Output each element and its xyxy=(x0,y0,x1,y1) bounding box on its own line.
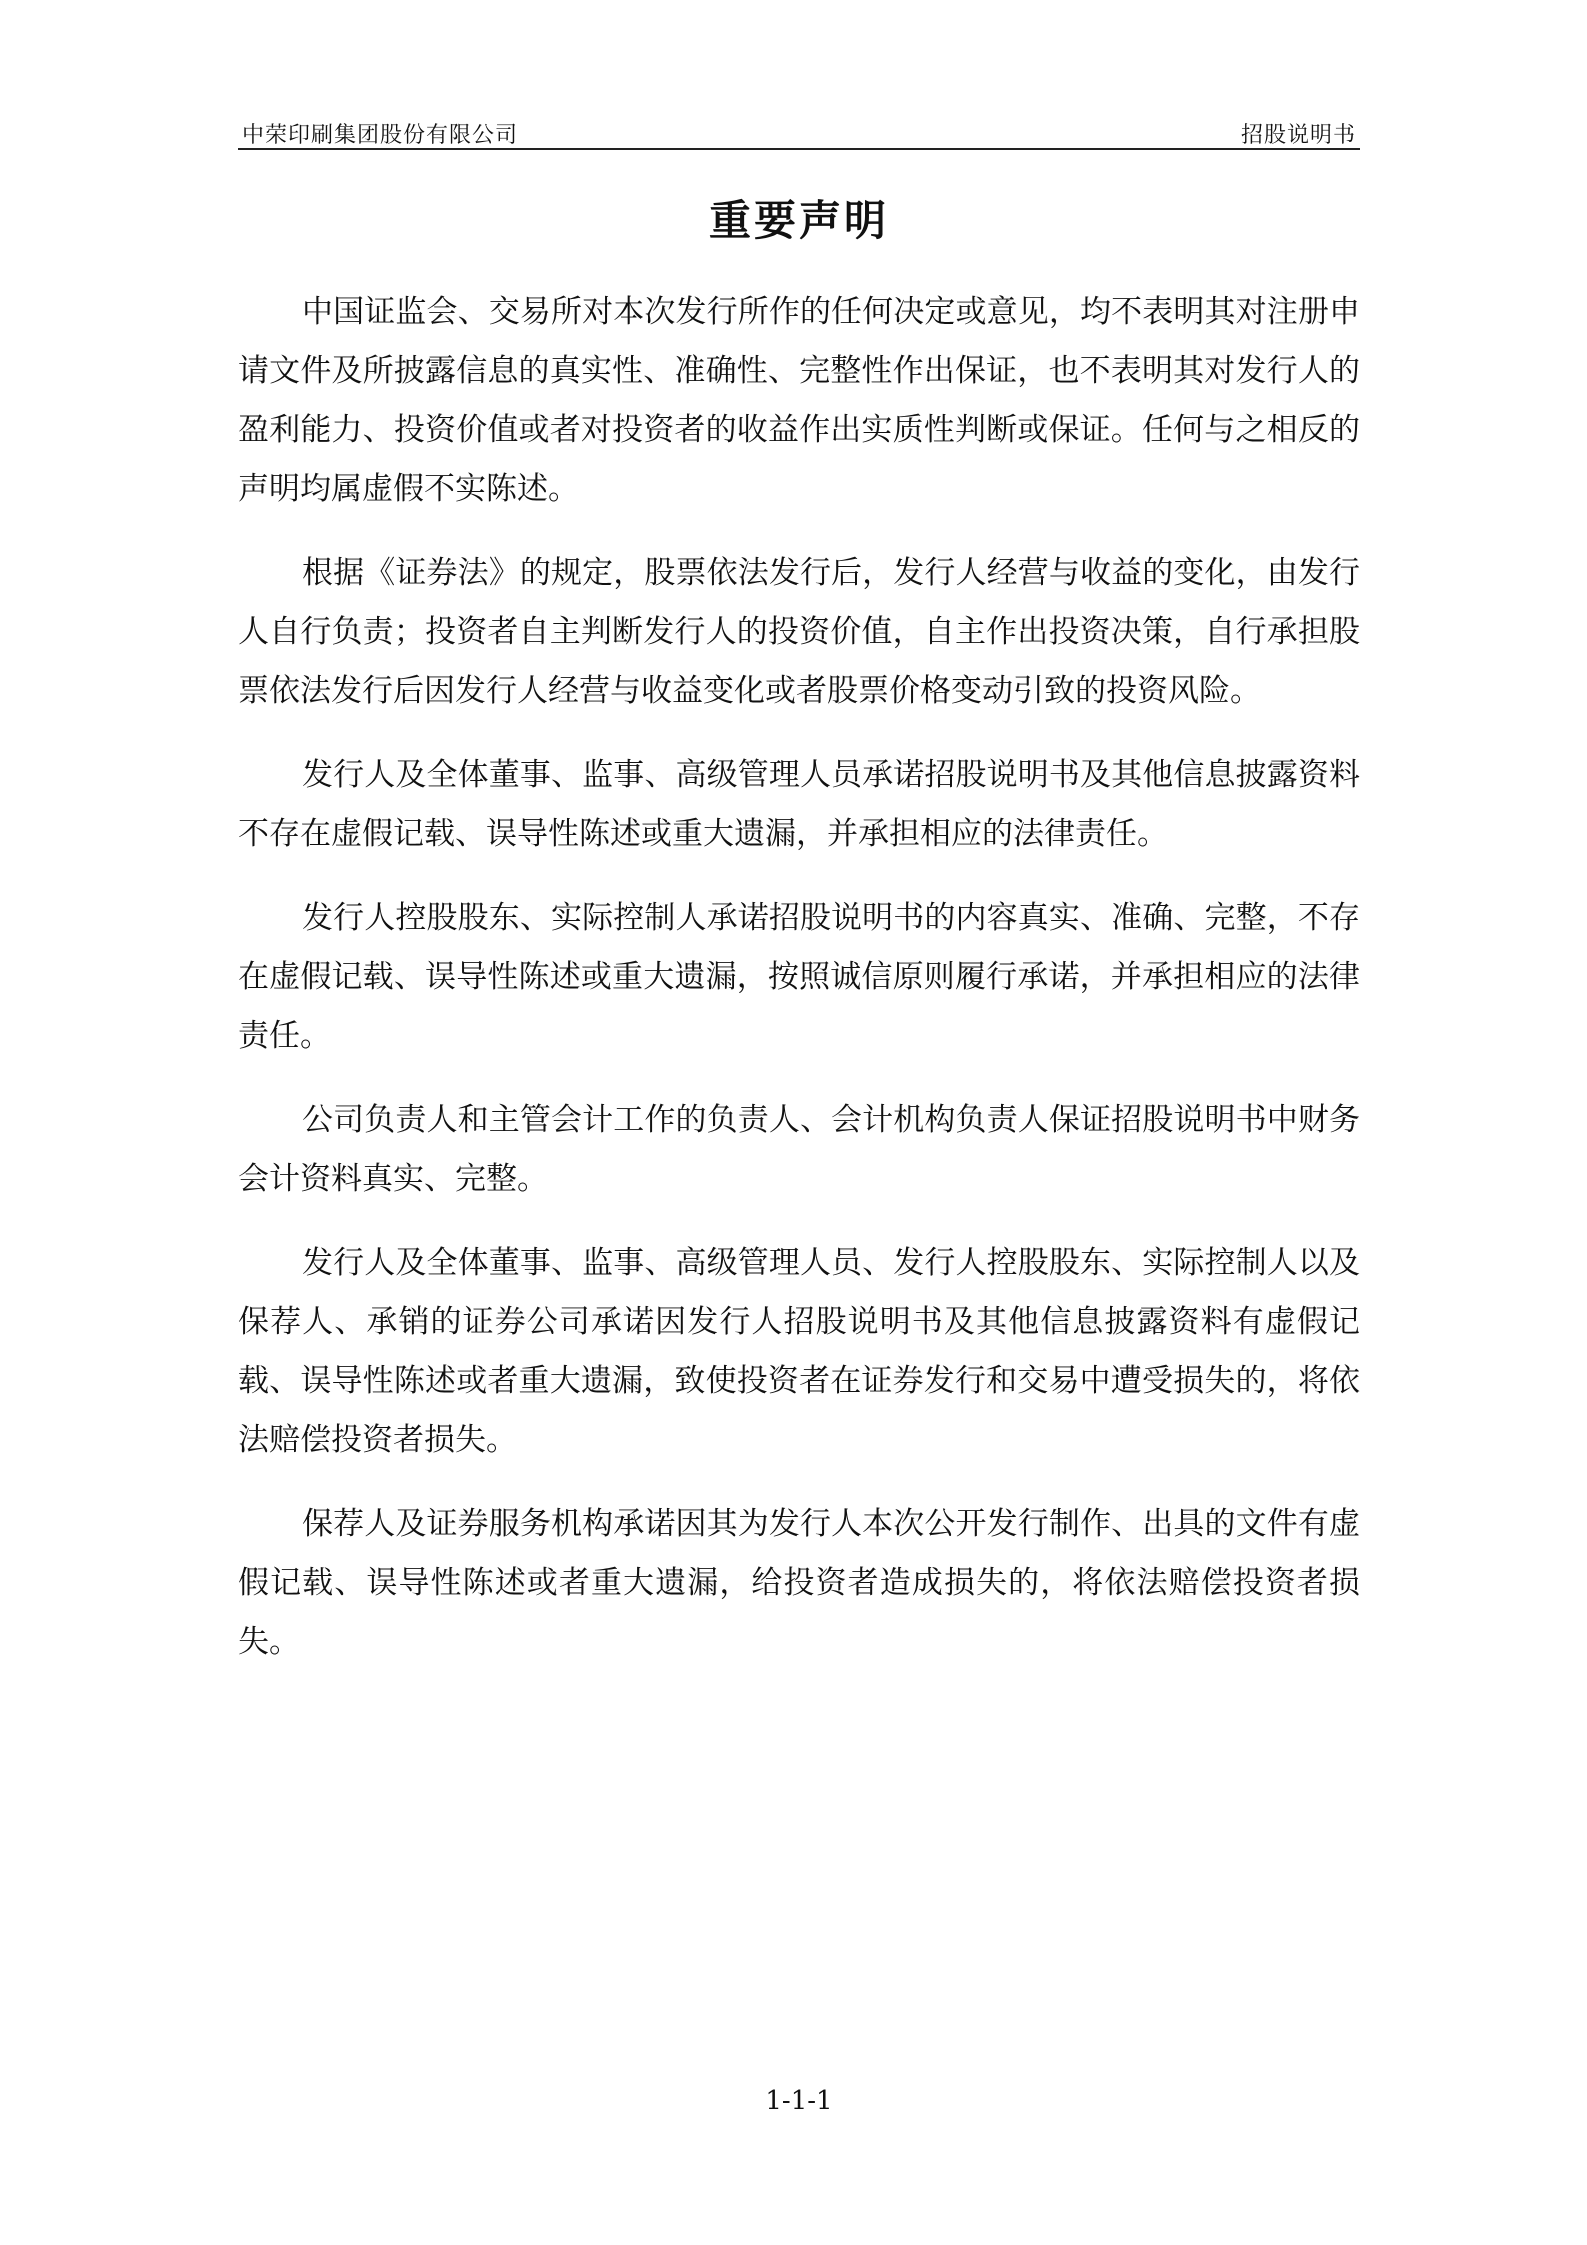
paragraph-investment-risk: 根据《证券法》的规定，股票依法发行后，发行人经营与收益的变化，由发行人自行负责；投资者自主判断发行人的投资价值，自主作出投资决策，自行承担股票依法发行后因发行人经营与收益变化或者股票价格变动引致的投资风险。 xyxy=(238,555,1360,709)
paragraph-controller-commitment: 发行人控股股东、实际控制人承诺招股说明书的内容真实、准确、完整，不存在虚假记载、误导性陈述或重大遗漏，按照诚信原则履行承诺，并承担相应的法律责任。 xyxy=(238,900,1360,1054)
header-document-type: 招股说明书 xyxy=(1240,123,1356,148)
declaration-body xyxy=(238,283,1360,1697)
page-header xyxy=(238,108,1360,150)
paragraph-sponsor-commitment: 保荐人及证券服务机构承诺因其为发行人本次公开发行制作、出具的文件有虚假记载、误导性陈述或者重大遗漏，给投资者造成损失的，将依法赔偿投资者损失。 xyxy=(238,1506,1360,1660)
paragraph-compensation-commitment: 发行人及全体董事、监事、高级管理人员、发行人控股股东、实际控制人以及保荐人、承销的证券公司承诺因发行人招股说明书及其他信息披露资料有虚假记载、误导性陈述或者重大遗漏，致使投资者在证券发行和交易中遭受损失的，将依法赔偿投资者损失。 xyxy=(238,1245,1360,1458)
paragraph-regulator-disclaimer: 中国证监会、交易所对本次发行所作的任何决定或意见，均不表明其对注册申请文件及所披露信息的真实性、准确性、完整性作出保证，也不表明其对发行人的盈利能力、投资价值或者对投资者的收益作出实质性判断或保证。任何与之相反的声明均属虚假不实陈述。 xyxy=(238,294,1360,507)
page-number: 1-1-1 xyxy=(765,2086,833,2116)
page-title: 重要声明 xyxy=(708,196,889,245)
paragraph-financial-accuracy: 公司负责人和主管会计工作的负责人、会计机构负责人保证招股说明书中财务会计资料真实、完整。 xyxy=(238,1102,1360,1197)
header-company-name: 中荣印刷集团股份有限公司 xyxy=(242,123,519,148)
paragraph-directors-commitment: 发行人及全体董事、监事、高级管理人员承诺招股说明书及其他信息披露资料不存在虚假记载、误导性陈述或重大遗漏，并承担相应的法律责任。 xyxy=(238,757,1360,852)
